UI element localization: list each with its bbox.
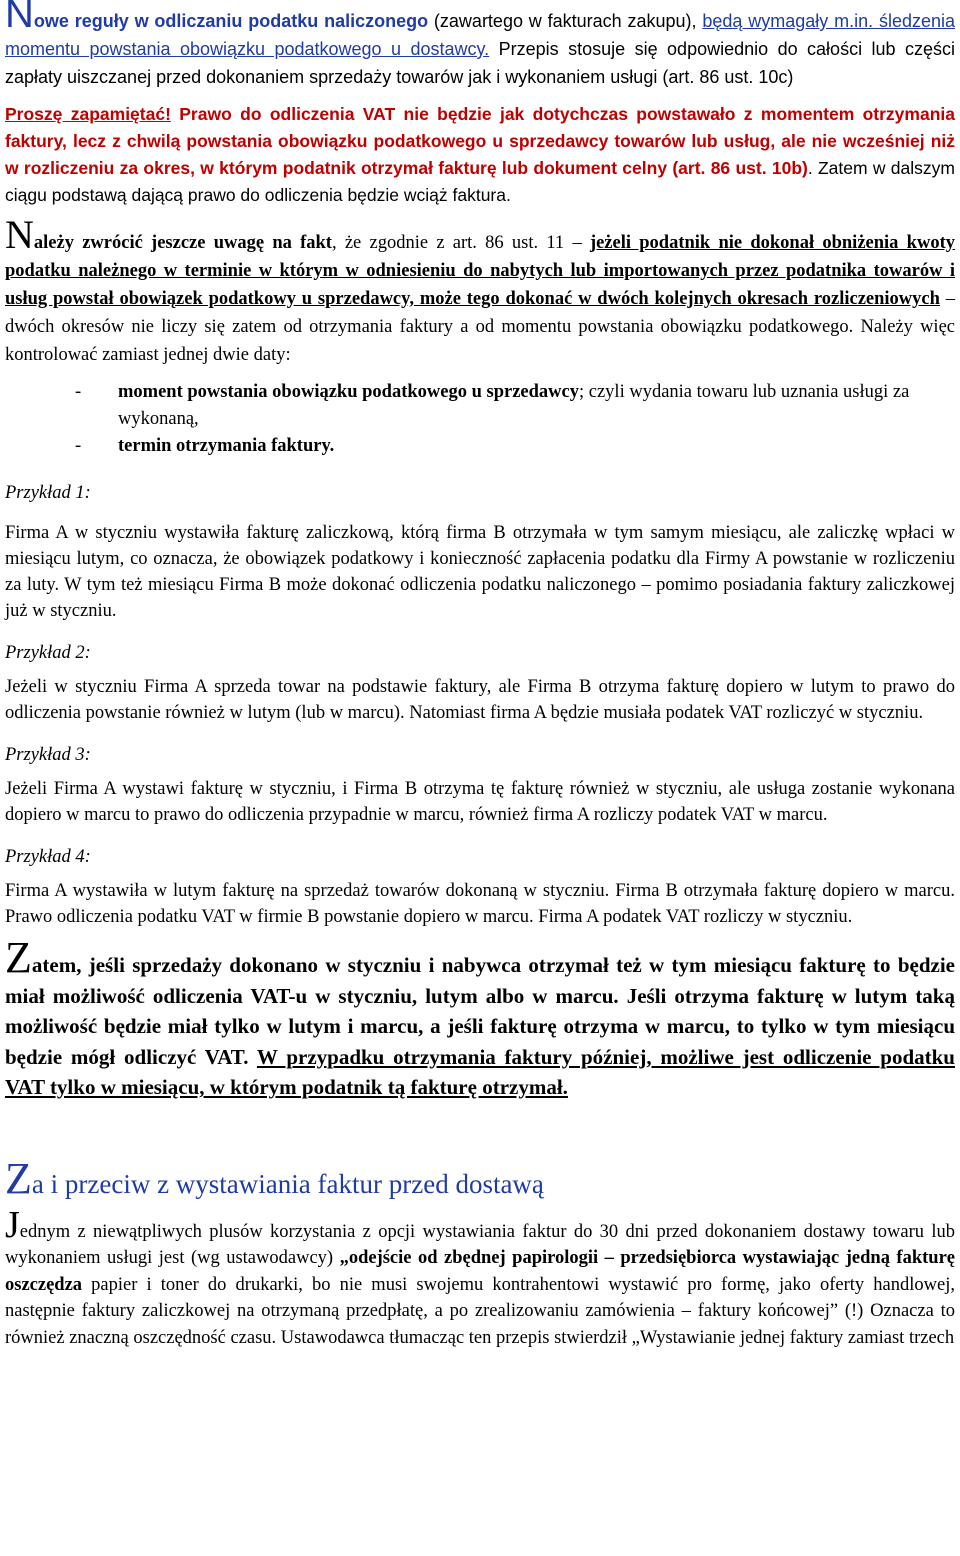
remember-highlight: Prawo do odliczenia VAT nie będzie jak dotychczas powstawało z momentem otrzymania faktury, lecz z chwilą powstania obowiązku podatkowego u sprzedawcy towarów lub usług, ale nie wcześniej niż w rozliczeniu za okres, w którym podatnik otrzymał fakturę lub dokument celny [5, 104, 955, 178]
intro-highlight: będą wymagały m.in. śledzenia momentu powstania obowiązku podatkowego u dostawcy. [5, 11, 955, 59]
example-4-text: Firma A wystawiła w lutym fakturę na sprzedaż towarów dokonaną w styczniu. Firma B otrzymała fakturę dopiero w marcu. Prawo odliczenia podatku VAT w firmie B powstanie dopiero w marcu. Firma A podatek VAT rozliczy w styczniu. [5, 881, 955, 927]
attention-rest: – dwóch okresów nie liczy się zatem od otrzymania faktury a od momentu powstania obowiązku podatkowego. Należy więc kontrolować zamiast jednej dwie daty: [5, 289, 956, 365]
summary-drop-cap: Z [5, 933, 32, 982]
attention-drop-cap: N [5, 212, 34, 257]
summary-underlined: W przypadku otrzymania faktury później, możliwe jest odliczenie podatku VAT tylko w miesiącu, w którym podatnik tą fakturę otrzymał. [5, 1044, 955, 1099]
intro-drop-cap: N [5, 0, 34, 36]
final-text-2: papier i toner do drukarki, bo nie musi swojemu kontrahentowi wystawić pro formę, jako oferty handlowej, następnie faktury zaliczkowej na otrzymaną przedpłatę, a po zrealizowaniu zamówienia – faktury końcowej” (!) Oznacza to również znaczną oszczędność czasu. Ustawodawca tłumacząc ten przepis stwierdził „Wystawianie jednej faktury zamiast trzech [5, 1274, 955, 1348]
intro-title: owe reguły w odliczaniu podatku naliczonego [33, 11, 429, 31]
list-item [75, 433, 955, 460]
example-4-label: Przykład 4: [5, 847, 91, 867]
list-item-rest: ; czyli wydania towaru lub uznania usługi za wykonaną, [118, 382, 910, 429]
example-1-label: Przykład 1: [5, 483, 91, 503]
list-item-bold: termin otrzymania faktury. [118, 436, 335, 456]
section-heading-text: a i przeciw z wystawiania faktur przed dostawą [31, 1168, 544, 1199]
example-1-text: Firma A w styczniu wystawiła fakturę zaliczkową, którą firma B otrzymała w tym samym miesiącu, ale zaliczkę wpłaci w miesiącu lutym, co oznacza, że obowiązek podatkowy i konieczność zapłacenia podatku dla Firmy A powstanie w rozliczeniu za luty. W tym też miesiącu Firma B może dokonać odliczenia podatku naliczonego – pomimo posiadania faktury zaliczkowej już w styczniu. [5, 523, 955, 621]
attention-paragraph [5, 212, 956, 369]
final-text-1: ednym z niewątpliwych plusów korzystania z opcji wystawiania faktur do 30 dni przed dokonaniem dostawy towaru lub wykonaniem usługi jest (wg ustawodawcy) [5, 1221, 955, 1268]
example-2-label: Przykład 2: [5, 643, 91, 663]
final-drop-cap: J [5, 1203, 20, 1246]
example-2-text: Jeżeli w styczniu Firma A sprzeda towar na podstawie faktury, ale Firma B otrzyma fakturę dopiero w lutym to prawo do odliczenia powstanie również w lutym (lub w marcu). Natomiast firma A będzie musiała podatek VAT rozliczyć w styczniu. [5, 677, 955, 723]
intro-after-title: (zawartego w fakturach zakupu), [428, 11, 703, 31]
remember-ref: (art. 86 ust. 10b) [667, 158, 808, 178]
attention-title: ależy zwrócić jeszcze uwagę na fakt [33, 233, 332, 253]
remember-paragraph [5, 101, 955, 209]
remember-rest: . Zatem w dalszym ciągu podstawą dającą prawo do odliczenia będzie wciąż faktura. [5, 158, 955, 205]
intro-rest: Przepis stosuje się odpowiednio do całości lub części zapłaty uiszczanej przed dokonaniem sprzedaży towarów jak i wykonaniem usługi (art. 86 ust. 10c) [5, 39, 955, 87]
section-heading-cap: Z [5, 1153, 32, 1203]
section-heading [5, 1153, 955, 1204]
summary-paragraph [5, 933, 955, 1103]
attention-dash: – [572, 233, 590, 253]
remember-label: Proszę zapamiętać! [5, 104, 171, 124]
final-bold: „odejście od zbędnej papirologii – przedsiębiorca wystawiając jedną fakturę oszczędza [5, 1248, 956, 1295]
list-item-bold: moment powstania obowiązku podatkowego u sprzedawcy [118, 382, 579, 402]
summary-text: atem, jeśli sprzedaży dokonano w styczniu i nabywca otrzymał też w tym miesiącu fakturę to będzie miał możliwość odliczenia VAT-u w styczniu, lutym albo w marcu. Jeśli otrzyma fakturę w lutym taką możliwość będzie miał tylko w lutym i marcu, a jeśli fakturę otrzyma w marcu, to tylko w tym miesiącu będzie mógł odliczyć VAT. [5, 953, 955, 1069]
dates-list [35, 379, 955, 460]
attention-mid: , że zgodnie z art. 86 ust. 11 [331, 233, 573, 253]
example-3-label: Przykład 3: [5, 745, 91, 765]
intro-paragraph [5, 0, 955, 91]
list-item [75, 379, 955, 433]
final-paragraph [5, 1203, 956, 1352]
attention-quote: jeżeli podatnik nie dokonał obniżenia kwoty podatku należnego w terminie w którym w odniesieniu do nabytych lub importowanych przez podatnika towarów i usług powstał obowiązek podatkowy u sprzedawcy, może tego dokonać w dwóch kolejnych okresach rozliczeniowych [5, 233, 955, 309]
example-3-text: Jeżeli Firma A wystawi fakturę w styczniu, i Firma B otrzyma tę fakturę również w styczniu, ale usługa zostanie wykonana dopiero w marcu to prawo do odliczenia przypadnie w marcu, również firma A rozliczy podatek VAT w marcu. [5, 779, 955, 825]
document-page [5, 0, 955, 1351]
